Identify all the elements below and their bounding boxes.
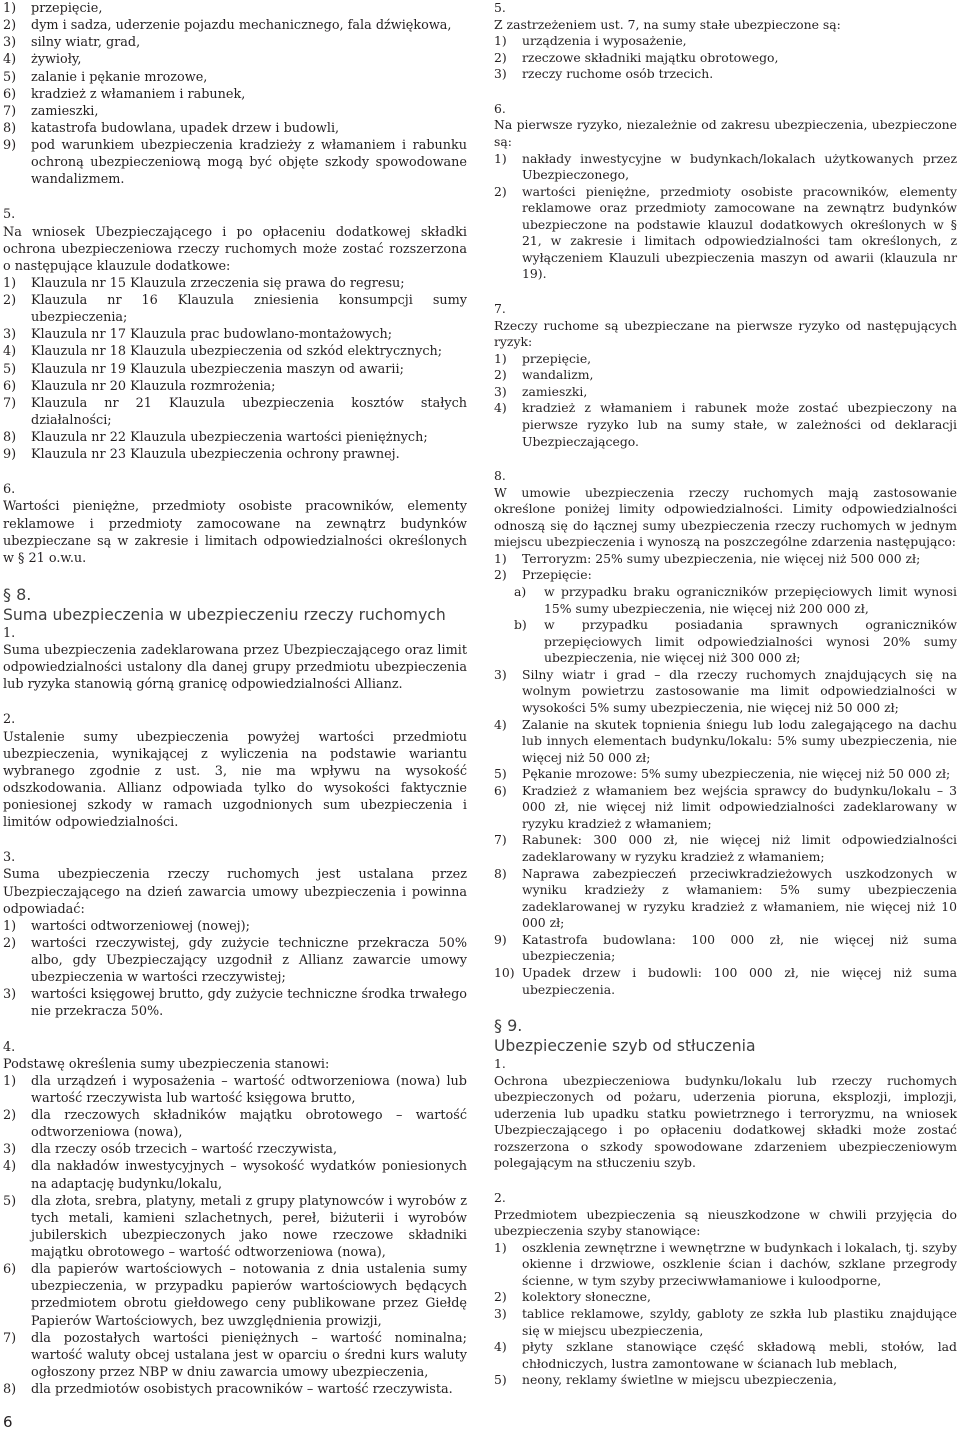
list-item: 4) płyty szklane stanowiące część składową mebli, stołów, lad chłodniczych, lustra zamontowane w ścianach lub meblach, — [494, 1339, 957, 1371]
paragraph-text: Przedmiotem ubezpieczenia są nieuszkodzone w chwili przyjęcia do ubezpieczenia szyby stanowiące: — [494, 1206, 957, 1239]
list-item: 8) katastrofa budowlana, upadek drzew i budowli, — [3, 120, 340, 136]
list-first-risk — [494, 151, 957, 284]
list-item: 4) Zalanie na skutek topnienia śniegu lub lodu zalegającego na dachu lub innych elementach budynku/lokalu: 5% sumy ubezpieczenia, nie więcej niż 50 000 zł; — [494, 716, 957, 765]
paragraph-number: 6. — [494, 100, 506, 116]
list-item: 4) żywioły, — [3, 52, 82, 68]
list-limits — [494, 551, 957, 998]
list-values — [3, 918, 467, 1021]
list-item: 1) urządzenia i wyposażenie, — [494, 33, 687, 49]
page-number: 6 — [3, 1413, 13, 1431]
list-glass — [494, 1240, 957, 1389]
paragraph-text: Wartości pieniężne, przedmioty osobiste pracowników, elementy reklamowe i przedmioty zamocowane na zewnątrz budynków ubezpieczane są w zakresie i limitach odpowiedzialności określonych w § 21 o.w.u. — [3, 499, 467, 566]
list-item: 4) Klauzula nr 18 Klauzula ubezpieczenia od szkód elektrycznych; — [3, 344, 443, 360]
list-item: 2) wartości pieniężne, przedmioty osobiste pracowników, elementy reklamowe oraz przedmioty zamocowane na zewnątrz budynków ubezpieczone na podstawie klauzul dodatkowych określonych w § 21, w zakresie i limitach odpowiedzialności tam określonych, z wyłączeniem Klauzuli ubezpieczenia maszyn od awarii (klauzula nr 19). — [494, 183, 957, 282]
list-item: 5) Pękanie mrozowe: 5% sumy ubezpieczenia, nie więcej niż 50 000 zł; — [494, 766, 951, 782]
list-clauses — [3, 275, 467, 463]
paragraph-text: Suma ubezpieczenia rzeczy ruchomych jest ustalana przez Ubezpieczającego na dzień zawarcia umowy ubezpieczenia i powinna odpowiadać: — [3, 867, 467, 917]
list-first-risk-risks — [494, 351, 957, 450]
list-item: 2) wandalizm, — [494, 367, 594, 383]
paragraph-text: Z zastrzeżeniem ust. 7, na sumy stałe ubezpieczone są: — [494, 16, 841, 32]
paragraph-text: Podstawę określenia sumy ubezpieczenia stanowi: — [3, 1056, 330, 1072]
section-number: § 9. — [494, 1016, 523, 1036]
list-item: 9) Klauzula nr 23 Klauzula ubezpieczenia ochrony prawnej. — [3, 447, 400, 463]
paragraph-text: Ochrona ubezpieczeniowa budynku/lokalu lub rzeczy ruchomych ubezpieczonych od pożaru, uderzenia pioruna, eksplozji, implozji, uderzenia lub upadku statku powietrznego i terroryzmu, na wniosek Ubezpieczającego i po opłaceniu dodatkowej składki może zostać rozszerzona o szkody spowodowane zdarzeniem ubezpieczeniowym polegającym na stłuczeniu szyb. — [494, 1072, 957, 1171]
list-item: 8) dla przedmiotów osobistych pracowników – wartość rzeczywista. — [3, 1382, 453, 1397]
right-column — [494, 0, 957, 1389]
paragraph-number: 1. — [3, 625, 16, 641]
list-item: 1) wartości odtworzeniowej (nowej); — [3, 918, 250, 934]
list-item: 1) dla urządzeń i wyposażenia – wartość odtworzeniowa (nowa) lub wartość rzeczywista lub wartość księgowa brutto, — [3, 1073, 467, 1106]
list-fixed-sums — [494, 33, 957, 83]
sub-list-item: a) w przypadku braku ograniczników przepięciowych limit wynosi 15% sumy ubezpieczenia, nie więcej niż 200 000 zł, — [514, 584, 957, 616]
paragraph-number: 8. — [494, 468, 506, 484]
list-item: 2) kolektory słoneczne, — [494, 1289, 651, 1305]
list-item: 1) przepięcie, — [494, 350, 592, 366]
list-item: 5) Klauzula nr 19 Klauzula ubezpieczenia maszyn od awarii; — [3, 361, 404, 377]
list-item: 7) Rabunek: 300 000 zł, nie więcej niż limit odpowiedzialności zadeklarowany w ryzyku kradzież z włamaniem; — [494, 832, 957, 864]
paragraph-number: 2. — [3, 712, 16, 728]
list-item: 5) zalanie i pękanie mrozowe, — [3, 69, 208, 85]
list-item: 6) dla papierów wartościowych – notowania z dnia ustalenia sumy ubezpieczenia, w przypadku papierów wartościowych będących przedmiotem obrotu giełdowego ceny publikowane przez Giełdę Papierów Wartościowych, bez uwzględnienia prowizji, — [3, 1262, 467, 1329]
list-item: 8) Klauzula nr 22 Klauzula ubezpieczenia wartości pieniężnych; — [3, 430, 428, 445]
list-item: 10) Upadek drzew i budowli: 100 000 zł, nie więcej niż suma ubezpieczenia. — [494, 964, 957, 997]
paragraph-text: Rzeczy ruchome są ubezpieczane na pierwsze ryzyko od następujących ryzyk: — [494, 317, 957, 350]
paragraph-text: Na pierwsze ryzyko, niezależnie od zakresu ubezpieczenia, ubezpieczone są: — [494, 117, 957, 149]
list-item: 8) Naprawa zabezpieczeń przeciwkradzieżowych uszkodzonych w wyniku kradzieży z włamaniem: 5% sumy ubezpieczenia zadeklarowanej w ryzyku kradzież z włamaniem, nie więcej niż 10 000 zł; — [494, 865, 957, 931]
paragraph-number: 4. — [3, 1039, 16, 1055]
section-title: Suma ubezpieczenia w ubezpieczeniu rzeczy ruchomych — [3, 605, 446, 624]
list-item: 1) nakłady inwestycyjne w budynkach/lokalach użytkowanych przez Ubezpieczonego, — [494, 150, 957, 183]
paragraph-number: 6. — [3, 482, 16, 498]
paragraph-text: Na wniosek Ubezpieczającego i po opłaceniu dodatkowej składki ochrona ubezpieczeniowa rzeczy ruchomych może zostać rozszerzona o następujące klauzule dodatkowe: — [3, 224, 467, 274]
left-column — [3, 0, 467, 1398]
list-item: 6) kradzież z włamaniem i rabunek, — [3, 86, 246, 102]
paragraph-text: Ustalenie sumy ubezpieczenia powyżej wartości przedmiotu ubezpieczenia, wynikającej z wyliczenia na podstawie wariantu wybranego zgodnie z ust. 3, nie ma wpływu na wysokość odszkodowania. Allianz odpowiada tylko do wysokości faktycznie poniesionej szkody w ramach uzgodnionych sum ubezpieczenia i limitów odpowiedzialności. — [3, 729, 467, 831]
list-item: 3) wartości księgowej brutto, gdy zużycie techniczne środka trwałego nie przekracza 50%. — [3, 987, 467, 1020]
paragraph-number: 1. — [494, 1056, 506, 1072]
section-heading — [494, 1016, 957, 1056]
section-number: § 8. — [3, 584, 32, 604]
list-item: 1) Klauzula nr 15 Klauzula zrzeczenia się prawa do regresu; — [3, 275, 405, 291]
list-item: 3) tablice reklamowe, szyldy, gabloty ze szkła lub plastiku znajdujące się w miejscu ubezpieczenia, — [494, 1305, 957, 1338]
list-item: 6) Klauzula nr 20 Klauzula rozmrożenia; — [3, 378, 276, 394]
list-item: 3) rzeczy ruchome osób trzecich. — [494, 66, 714, 82]
list-item: 2) Klauzula nr 16 Klauzula zniesienia konsumpcji sumy ubezpieczenia; — [3, 293, 467, 326]
list-item: 1) przepięcie, — [3, 1, 103, 16]
list-item: 3) silny wiatr, grad, — [3, 35, 141, 51]
list-item: 5) dla złota, srebra, platyny, metali z grupy platynowców i wyrobów z tych metali, kamieni szlachetnych, pereł, biżuterii i wyrobów jubilerskich ubezpieczonych jako nowe rzeczowe składniki majątku obrotowego – wartość odtworzeniowa (nowa), — [3, 1193, 467, 1260]
list-item: 9) pod warunkiem ubezpieczenia kradzieży z włamaniem i rabunku ochroną ubezpieczeniową mogą być objęte szkody spowodowane wandalizmem. — [3, 138, 467, 188]
list-item: 2) dla rzeczowych składników majątku obrotowego – wartość odtworzeniowa (nowa), — [3, 1108, 467, 1141]
section-heading — [3, 585, 467, 625]
list-item: 3) zamieszki, — [494, 383, 588, 399]
paragraph-number: 2. — [494, 1190, 506, 1205]
list-item: 3) Klauzula nr 17 Klauzula prac budowlano-montażowych; — [3, 327, 393, 343]
paragraph-number: 7. — [494, 301, 506, 316]
paragraph-number: 5. — [3, 207, 16, 223]
list-item: 2) wartości rzeczywistej, gdy zużycie techniczne przekracza 50% albo, gdy Ubezpieczający uzgodnił z Allianz zawarcie umowy ubezpieczenia w wartości rzeczywistej; — [3, 935, 467, 986]
list-item: 7) zamieszki, — [3, 103, 99, 119]
list-item: 6) Kradzież z włamaniem bez wejścia sprawcy do budynku/lokalu – 3 000 zł, nie więcej niż limit odpowiedzialności zadeklarowany w ryzyku kradzież z włamaniem; — [494, 782, 957, 831]
list-basis — [3, 1073, 467, 1398]
paragraph-number: 5. — [494, 0, 506, 15]
list-item: 1) oszklenia zewnętrzne i wewnętrzne w budynkach i lokalach, tj. szyby okienne i drzwiowe, oszklenie ścian i dachów, szklane przegrody ścienne, w tym szyby przeciwwłamaniowe i kuloodporne, — [494, 1239, 957, 1288]
list-item: 2) rzeczowe składniki majątku obrotowego, — [494, 49, 779, 65]
list-item: 4) kradzież z włamaniem i rabunek może zostać ubezpieczony na pierwsze ryzyko lub na sumy stałe, w zależności od deklaracji Ubezpieczającego. — [494, 400, 957, 449]
paragraph-text: Suma ubezpieczenia zadeklarowana przez Ubezpieczającego oraz limit odpowiedzialności ustalony dla danej grupy przedmiotu ubezpieczenia lub ryzyka stanowią górną granicę odpowiedzialności Allianz. — [3, 643, 467, 693]
list-item: 9) Katastrofa budowlana: 100 000 zł, nie więcej niż suma ubezpieczenia; — [494, 931, 957, 964]
list-item: 5) neony, reklamy świetlne w miejscu ubezpieczenia, — [494, 1372, 837, 1388]
paragraph-number: 3. — [3, 850, 16, 866]
list-item: 4) dla nakładów inwestycyjnych – wysokość wydatków poniesionych na adaptację budynku/lokalu, — [3, 1159, 467, 1192]
section-title: Ubezpieczenie szyb od stłuczenia — [494, 1037, 756, 1056]
list-item: 1) Terroryzm: 25% sumy ubezpieczenia, nie więcej niż 500 000 zł; — [494, 550, 921, 566]
list-item: 7) dla pozostałych wartości pieniężnych – wartość nominalna; wartość waluty obcej ustalana jest w oparciu o średni kurs waluty ogłoszony przez NBP w dniu zawarcia umowy ubezpieczenia, — [3, 1330, 467, 1380]
list-item: 3) dla rzeczy osób trzecich – wartość rzeczywista, — [3, 1142, 338, 1158]
list-item: 7) Klauzula nr 21 Klauzula ubezpieczenia kosztów stałych działalności; — [3, 395, 467, 428]
list-top-risks — [3, 0, 467, 188]
list-item: 2) dym i sadza, uderzenie pojazdu mechanicznego, fala dźwiękowa, — [3, 18, 452, 34]
sub-list-item: b) w przypadku posiadania sprawnych ograniczników przepięciowych limit odpowiedzialności wynosi 20% sumy ubezpieczenia, nie więcej niż 300 000 zł; — [514, 617, 957, 666]
list-item: 3) Silny wiatr i grad – dla rzeczy ruchomych znajdujących się na wolnym powietrzu zastosowanie ma limit odpowiedzialności w wysokości 5% sumy ubezpieczenia, nie więcej niż 50 000 zł; — [494, 666, 957, 715]
paragraph-text: W umowie ubezpieczenia rzeczy ruchomych mają zastosowanie określone poniżej limity odpowiedzialności. Limity odpowiedzialności odnoszą się do łącznej sumy ubezpieczenia rzeczy ruchomych w jednym miejscu ubezpieczenia i wynoszą na poszczególne zdarzenia następująco: — [494, 484, 957, 550]
list-item: 2) Przepięcie: — [494, 567, 592, 583]
